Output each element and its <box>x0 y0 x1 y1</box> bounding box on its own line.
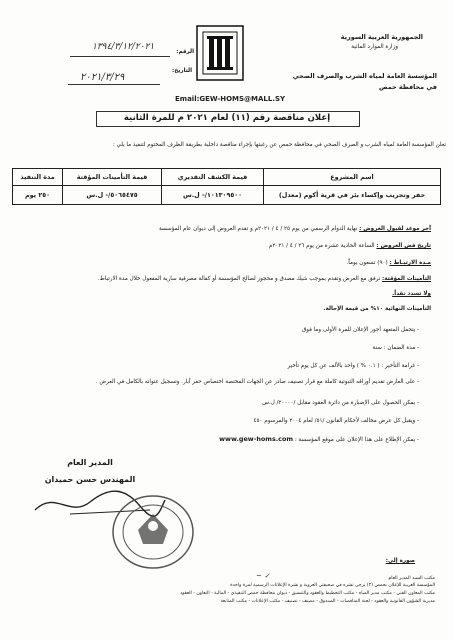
ref-label: الرقم: <box>176 49 194 55</box>
bullet-text: غرامة التأخير : ( ٠.١ % ) واحد بالألف عن كل يوم تأخير <box>287 363 416 369</box>
opening-date: ٢٦ / ٤ / ٢٠٢١م <box>268 243 305 249</box>
org-name-line1: المؤسسة العامة لمياه الشرب والصرف الصحي <box>292 72 437 80</box>
org-name-line2: في محافظة حمص <box>379 83 437 91</box>
table-row <box>13 186 441 205</box>
bullet-dot-icon: - <box>415 400 419 406</box>
deadline-line <box>11 226 431 233</box>
distribution-item: مكتب السيد المدير العام <box>388 576 435 581</box>
deadline-label: آخر موعد لقبول العروض : <box>359 226 431 232</box>
bullet-text: يتحمل المتعهد أجور الإعلان للمرة الأولى وما فوق <box>301 327 416 333</box>
deadline-date: ٢٥ / ٤ / ٢٠٢١م <box>254 226 291 232</box>
deadline-text: نهاية الدوام الرسمي من يوم <box>291 226 358 232</box>
opening-text: الساعة الحادية عشرة من يوم <box>306 243 375 249</box>
distribution-signature: ~ ✓ <box>256 572 270 580</box>
cell-estimate: ١٠١٣٠٩٥٠٠/- ل.س <box>162 186 264 205</box>
bullet-7 <box>9 436 419 444</box>
bullet-text: يمكن الإطلاع على هذا الإعلان على موقع المؤسسة : <box>294 437 416 443</box>
bullet-dot-icon: - <box>415 345 419 351</box>
guarantee-line <box>11 276 431 283</box>
distribution-heading: صورة إلى: <box>385 558 415 564</box>
opening-label: تاريخ فض العروض : <box>376 243 431 249</box>
country-name: الجمهورية العربية السورية <box>340 33 423 41</box>
bullet-text: ويقبل كل عرض مخالف لأحكام القانون /٥١/ لعام ٢٠٠٤ والمرسوم ٤٥٠ <box>253 418 416 424</box>
guarantee-label: التأمينات المؤقتة: <box>382 276 431 282</box>
col-guarantee: قيمة التأمينات المؤقتة <box>63 169 162 186</box>
bullet-3 <box>9 363 419 370</box>
payment-note: ولا تسدد نقداً. <box>392 291 431 297</box>
validity-line <box>11 260 431 267</box>
org-logo <box>195 24 245 82</box>
cell-guarantee: ٥٠٦٥٤٧٥/- ل.س <box>63 186 162 205</box>
bullet-dot-icon: - <box>415 363 419 369</box>
distribution-item: مديرية الشؤون القانونية والعقود - لجنة المناقصات - الصندوق - مصنف - تصنيف - مكتب الإعلانات - مكتب المتابعة <box>220 599 435 604</box>
website-link[interactable]: www.gew-homs.com <box>219 435 294 443</box>
date-value: ٢٠٢١/٣/٢٩ <box>80 72 125 83</box>
bullet-5 <box>9 400 419 407</box>
signature-name: المهندس حسن حميدان <box>44 475 136 484</box>
bullet-text: مدة الضمان : سنة <box>372 345 416 351</box>
ministry-name: وزارة الموارد المائية <box>351 44 398 50</box>
signature-title: المدير العام <box>67 458 113 467</box>
deadline-tail: و تقدم العروض إلى ديوان عام المؤسسة <box>159 226 253 232</box>
bullet-6 <box>9 418 419 425</box>
final-guarantee: التأمينات النهائية ١٠% من قيمة الإحالة. <box>323 306 431 312</box>
bullet-2 <box>9 345 419 352</box>
bullet-dot-icon: - <box>415 327 419 333</box>
guarantee-text: ترفق مع العرض وتقدم بموجب شيك مصدق و محجوز لصالح المؤسسة أو كفالة مصرفية سارية المفعول خلال مدة الارتباط. <box>97 276 381 282</box>
bullet-4 <box>9 379 419 386</box>
col-duration: مدة التنفيذ <box>13 169 63 186</box>
email-address: Email:GEW-HOMS@MALL.SY <box>175 95 286 103</box>
validity-text: (٩٠) تسعون يوماً. <box>346 260 388 266</box>
cell-duration: ٢٥٠ يوم <box>13 186 63 205</box>
col-estimate: قيمة الكشف التقديري <box>162 169 264 186</box>
project-table <box>12 168 441 205</box>
date-label: التاريخ: <box>172 68 192 74</box>
validity-label: مـدة الارتبـاط : <box>389 260 431 266</box>
bullet-text: يمكن الحصول على الإضبارة من دائرة العقود مقابل /٢٠٠٠٠/ ل.س <box>262 400 416 406</box>
bullet-dot-icon: - <box>415 379 419 385</box>
bullet-text: على العارض تقديم أوراقه الثبوتية كاملة مع قرار تصنيف صادر عن الجهات المختصة اختصاص حفر آبار. وتسجيل عنوانه بالكامل في العرض . <box>95 379 416 385</box>
bullet-1 <box>9 327 419 334</box>
ref-value: ١٣٩٤/٣/١٢/٢٠٢١ <box>92 42 155 52</box>
tender-title: إعلان مناقصة رقم (١١) لعام ٢٠٢١ م للمرة الثانية <box>123 113 331 123</box>
distribution-item: المؤسسة العربية للإعلان بحمص (٢) يرجى نشره في صحيفتي العروبة و نشرة الإعلانات الرسمية لمرة واحدة <box>230 583 435 588</box>
bullet-dot-icon: - <box>415 418 419 424</box>
cell-project-name: حفر وتجريب وإكساء بئر في قرية أكوم (معدل) <box>264 186 441 205</box>
opening-line <box>11 243 431 250</box>
col-project-name: اسم المشروع <box>264 169 441 186</box>
official-stamp-icon <box>108 492 198 572</box>
intro-text: تعلن المؤسسة العامة لمياه الشرب و الصرف الصحي في محافظة حمص عن رغبتها بإجراء مناقصة داخلية بطريقة الظرف المختوم لتنفيذ ما يلي : <box>112 142 446 148</box>
bullet-dot-icon: - <box>415 437 419 443</box>
distribution-item: مكتب المعاون الفني - مكتب مدير المياه - مكتب التخطيط والعقود والتنسيق - ديوان محافظة حمص التنفيذي - المالية - التعاون - العقود <box>180 591 435 596</box>
